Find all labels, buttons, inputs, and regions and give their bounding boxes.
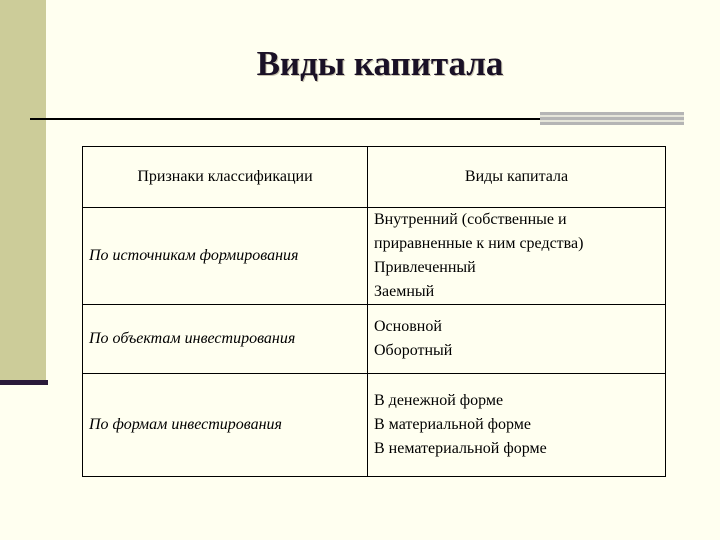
kind-item: В денежной форме (374, 392, 504, 409)
kind-item: Основной (374, 318, 442, 335)
slide-title: Виды капитала (256, 44, 504, 83)
capital-types-table (82, 146, 666, 477)
table-row (83, 374, 666, 477)
table-row (83, 305, 666, 374)
decorative-side-bar-line (0, 380, 48, 385)
criterion-cell: По источникам формирования (83, 208, 368, 305)
title-underline (30, 118, 540, 120)
table-header-row (83, 147, 666, 208)
criterion-cell: По формам инвестирования (83, 374, 368, 477)
kinds-cell (368, 374, 666, 477)
kind-item: приравненные к ним средства) (374, 235, 584, 252)
kind-item: Внутренний (собственные и (374, 211, 567, 228)
kinds-cell (368, 305, 666, 374)
table-row (83, 208, 666, 305)
kinds-cell (368, 208, 666, 305)
kind-item: В нематериальной форме (374, 440, 547, 457)
kind-item: Оборотный (374, 342, 453, 359)
kind-item: В материальной форме (374, 416, 532, 433)
kind-item: Заемный (374, 283, 435, 300)
header-kinds: Виды капитала (368, 147, 666, 208)
title-underline-accent (540, 112, 684, 125)
header-criteria: Признаки классификации (83, 147, 368, 208)
kind-item: Привлеченный (374, 259, 476, 276)
criterion-cell: По объектам инвестирования (83, 305, 368, 374)
